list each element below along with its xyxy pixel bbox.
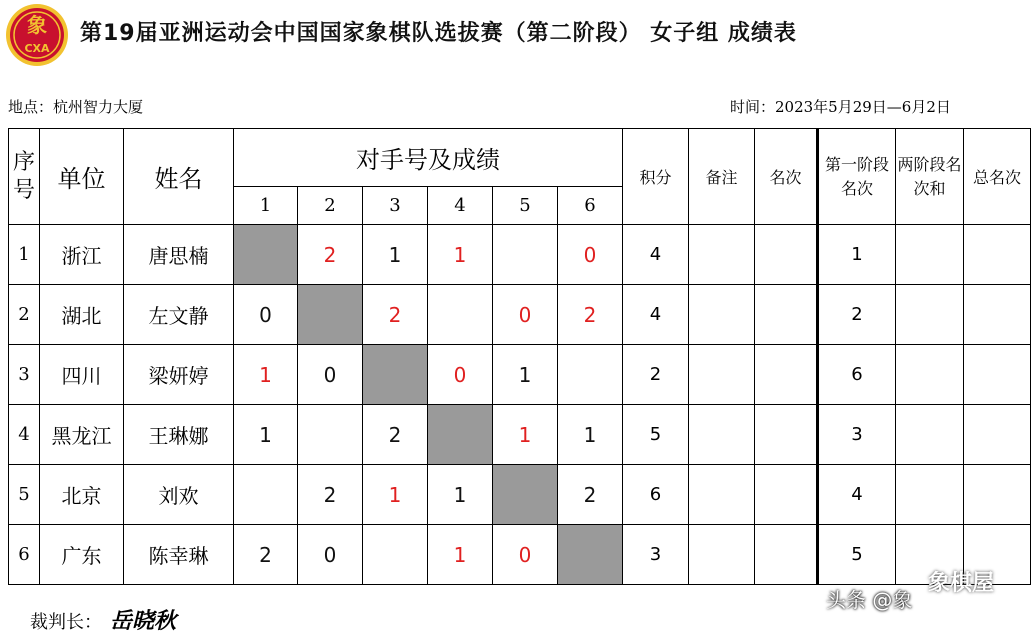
row-stage1-rank: 2 <box>818 285 896 345</box>
watermark-logo: 象棋屋 <box>928 570 995 596</box>
score-cell: 0 <box>298 345 363 405</box>
svg-text:象: 象 <box>27 13 47 37</box>
score-cell: 0 <box>493 525 558 585</box>
score-cell: 1 <box>428 465 493 525</box>
table-row <box>9 225 1031 285</box>
score-cell: 1 <box>234 405 298 465</box>
score-cell: 2 <box>558 285 623 345</box>
score-cell: 1 <box>363 465 428 525</box>
row-two-stage-sum <box>896 285 964 345</box>
opponent-number: 3 <box>363 187 428 225</box>
watermark-text: 头条 @象 <box>826 588 913 612</box>
score-cell: 1 <box>493 405 558 465</box>
row-seq: 1 <box>9 225 40 285</box>
row-seq: 6 <box>9 525 40 585</box>
score-cell <box>298 405 363 465</box>
row-unit: 广东 <box>40 525 124 585</box>
row-total-rank <box>964 405 1031 465</box>
date-label: 时间：2023年5月29日—6月2日 <box>730 98 951 116</box>
row-unit: 湖北 <box>40 285 124 345</box>
score-cell: 0 <box>558 225 623 285</box>
score-cell: 1 <box>363 225 428 285</box>
row-seq: 2 <box>9 285 40 345</box>
row-name: 左文静 <box>124 285 234 345</box>
score-cell: 2 <box>298 225 363 285</box>
score-cell <box>493 225 558 285</box>
row-note <box>689 465 755 525</box>
row-two-stage-sum <box>896 405 964 465</box>
header-points: 积分 <box>623 129 689 225</box>
header-unit: 单位 <box>40 129 124 225</box>
row-unit: 北京 <box>40 465 124 525</box>
opponent-number: 5 <box>493 187 558 225</box>
row-note <box>689 345 755 405</box>
score-cell: 1 <box>493 345 558 405</box>
score-cell: 2 <box>558 465 623 525</box>
table-row <box>9 405 1031 465</box>
row-stage1-rank: 6 <box>818 345 896 405</box>
row-rank <box>755 225 818 285</box>
row-unit: 黑龙江 <box>40 405 124 465</box>
score-cell: 0 <box>234 285 298 345</box>
row-note <box>689 285 755 345</box>
results-table <box>8 128 1031 585</box>
row-seq: 4 <box>9 405 40 465</box>
header-seq: 序号 <box>9 129 40 225</box>
row-points: 5 <box>623 405 689 465</box>
row-total-rank <box>964 225 1031 285</box>
opponent-number: 2 <box>298 187 363 225</box>
row-seq: 5 <box>9 465 40 525</box>
score-cell: 1 <box>428 525 493 585</box>
logo-text: CXA <box>24 42 50 55</box>
row-note <box>689 525 755 585</box>
header-note: 备注 <box>689 129 755 225</box>
row-name: 陈幸琳 <box>124 525 234 585</box>
row-unit: 四川 <box>40 345 124 405</box>
cxa-logo <box>4 2 70 68</box>
row-rank <box>755 465 818 525</box>
row-name: 唐思楠 <box>124 225 234 285</box>
row-two-stage-sum <box>896 345 964 405</box>
opponent-number: 4 <box>428 187 493 225</box>
row-note <box>689 225 755 285</box>
row-rank <box>755 405 818 465</box>
score-cell <box>558 345 623 405</box>
score-cell: 1 <box>558 405 623 465</box>
row-points: 3 <box>623 525 689 585</box>
header-opponents: 对手号及成绩 <box>234 129 623 187</box>
diagonal-cell <box>558 525 623 585</box>
table-row <box>9 345 1031 405</box>
score-cell <box>428 285 493 345</box>
row-name: 王琳娜 <box>124 405 234 465</box>
score-cell: 2 <box>234 525 298 585</box>
header-rank: 名次 <box>755 129 818 225</box>
row-points: 2 <box>623 345 689 405</box>
venue-label: 地点：杭州智力大厦 <box>8 98 144 116</box>
score-cell: 1 <box>428 225 493 285</box>
row-name: 刘欢 <box>124 465 234 525</box>
diagonal-cell <box>234 225 298 285</box>
opponent-number: 6 <box>558 187 623 225</box>
row-total-rank <box>964 285 1031 345</box>
row-stage1-rank: 4 <box>818 465 896 525</box>
diagonal-cell <box>493 465 558 525</box>
row-two-stage-sum <box>896 465 964 525</box>
row-points: 4 <box>623 285 689 345</box>
diagonal-cell <box>428 405 493 465</box>
header-name: 姓名 <box>124 129 234 225</box>
score-cell: 2 <box>363 285 428 345</box>
page-title: 第19届亚洲运动会中国国家象棋队选拔赛（第二阶段） 女子组 成绩表 <box>80 21 797 46</box>
opponent-number: 1 <box>234 187 298 225</box>
table-row <box>9 525 1031 585</box>
row-total-rank <box>964 345 1031 405</box>
row-rank <box>755 525 818 585</box>
score-cell: 2 <box>363 405 428 465</box>
row-two-stage-sum <box>896 225 964 285</box>
row-seq: 3 <box>9 345 40 405</box>
row-unit: 浙江 <box>40 225 124 285</box>
referee-line <box>30 604 176 635</box>
score-cell: 0 <box>298 525 363 585</box>
diagonal-cell <box>298 285 363 345</box>
row-points: 6 <box>623 465 689 525</box>
row-note <box>689 405 755 465</box>
header-stage1-rank: 第一阶段名次 <box>818 129 896 225</box>
diagonal-cell <box>363 345 428 405</box>
row-rank <box>755 285 818 345</box>
row-points: 4 <box>623 225 689 285</box>
row-stage1-rank: 1 <box>818 225 896 285</box>
score-cell <box>363 525 428 585</box>
referee-name: 岳晓秋 <box>110 608 177 634</box>
header-two-stage-sum: 两阶段名次和 <box>896 129 964 225</box>
table-row <box>9 285 1031 345</box>
header-total-rank: 总名次 <box>964 129 1031 225</box>
row-stage1-rank: 3 <box>818 405 896 465</box>
row-name: 梁妍婷 <box>124 345 234 405</box>
referee-label: 裁判长： <box>30 612 102 633</box>
row-stage1-rank: 5 <box>818 525 896 585</box>
row-rank <box>755 345 818 405</box>
score-cell: 0 <box>493 285 558 345</box>
score-cell <box>234 465 298 525</box>
score-cell: 0 <box>428 345 493 405</box>
table-row <box>9 465 1031 525</box>
row-total-rank <box>964 465 1031 525</box>
score-cell: 2 <box>298 465 363 525</box>
score-cell: 1 <box>234 345 298 405</box>
